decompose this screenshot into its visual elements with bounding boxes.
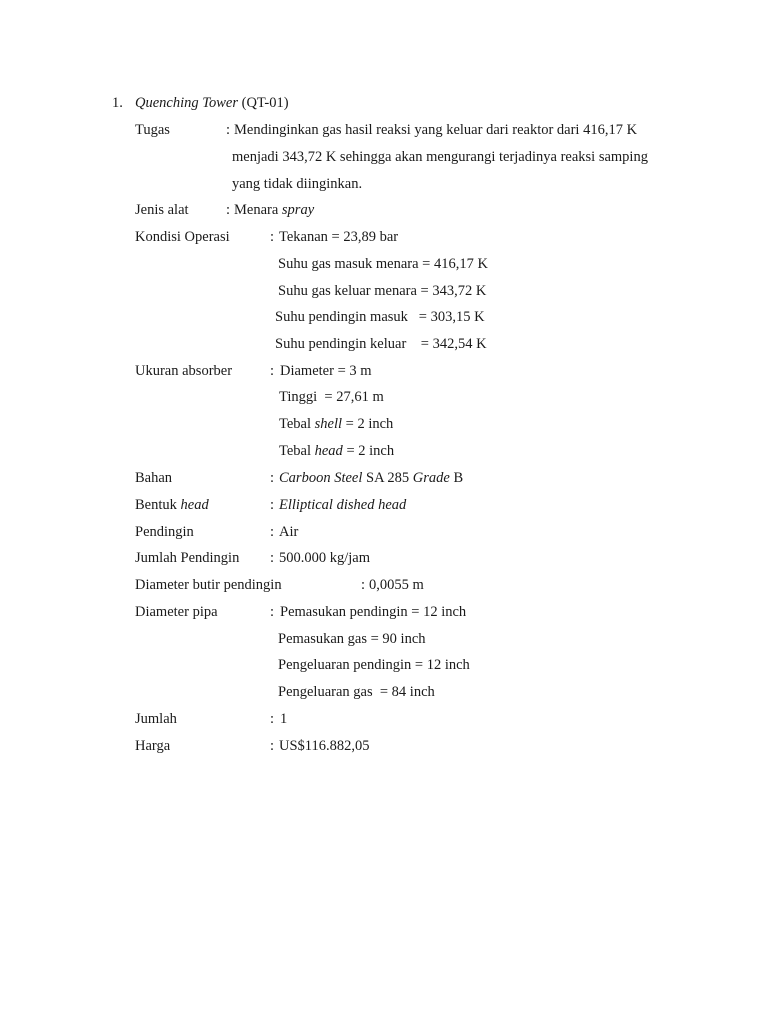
tugas-line-3: yang tidak diinginkan.: [232, 176, 363, 192]
jumlah-pendingin-value: 500.000 kg/jam: [279, 550, 371, 566]
harga-label: Harga: [135, 738, 171, 754]
pipa-pemasukan-gas: Pemasukan gas = 90 inch: [278, 631, 426, 647]
kondisi-suhu-pendingin-keluar: Suhu pendingin keluar = 342,54 K: [275, 336, 487, 352]
tebal-head-post: = 2 inch: [346, 443, 395, 459]
kondisi-suhu-pendingin-masuk: Suhu pendingin masuk = 303,15 K: [275, 309, 485, 325]
bahan-value: [279, 469, 463, 487]
bahan-label: Bahan: [135, 470, 173, 486]
kondisi-suhu-gas-keluar: Suhu gas keluar menara = 343,72 K: [278, 283, 487, 299]
jumlah-pendingin-label: Jumlah Pendingin: [135, 550, 240, 566]
jenis-alat-label: Jenis alat: [135, 202, 189, 218]
bentuk-head-label-italic: head: [180, 497, 209, 513]
tebal-shell-pre: Tebal: [279, 416, 311, 432]
ukuran-tebal-shell: [279, 415, 393, 433]
item-title-code: (QT-01): [241, 95, 289, 111]
pipa-pemasukan-pendingin: Pemasukan pendingin = 12 inch: [280, 604, 467, 620]
jenis-alat-value: [234, 201, 314, 219]
ukuran-diameter: Diameter = 3 m: [280, 363, 372, 379]
kondisi-suhu-gas-masuk: Suhu gas masuk menara = 416,17 K: [278, 256, 488, 272]
jenis-alat-value-plain: Menara: [234, 202, 279, 218]
diameter-butir-value: 0,0055 m: [369, 577, 424, 593]
bentuk-head-value: Elliptical dished head: [279, 497, 407, 513]
pipa-pengeluaran-gas: Pengeluaran gas = 84 inch: [278, 684, 435, 700]
diameter-pipa-label: Diameter pipa: [135, 604, 218, 620]
diameter-butir-colon: :: [361, 577, 366, 593]
pendingin-value: Air: [279, 524, 299, 540]
bentuk-head-label-plain: Bentuk: [135, 497, 177, 513]
bahan-italic-2: Grade: [412, 470, 450, 486]
bahan-plain-2: B: [453, 470, 464, 486]
tebal-head-pre: Tebal: [279, 443, 311, 459]
ukuran-absorber-label: Ukuran absorber: [135, 363, 233, 379]
pendingin-label: Pendingin: [135, 524, 194, 540]
jumlah-colon: :: [270, 711, 275, 727]
item-title: [135, 94, 289, 112]
item-title-italic: Quenching Tower: [135, 95, 238, 111]
diameter-pipa-colon: :: [270, 604, 275, 620]
jumlah-value: 1: [280, 711, 288, 727]
bentuk-head-label: [135, 496, 209, 514]
jumlah-pendingin-colon: :: [270, 550, 275, 566]
harga-colon: :: [270, 738, 275, 754]
ukuran-tebal-head: [279, 442, 394, 460]
tugas-line-1: Mendinginkan gas hasil reaksi yang keluar dari reaktor dari 416,17 K: [234, 122, 638, 138]
jenis-alat-colon: :: [226, 202, 231, 218]
bahan-plain-1: SA 285: [366, 470, 410, 486]
ukuran-absorber-colon: :: [270, 363, 275, 379]
tugas-line-2: menjadi 343,72 K sehingga akan mengurangi terjadinya reaksi samping: [232, 149, 648, 165]
jumlah-label: Jumlah: [135, 711, 177, 727]
tebal-head-italic: head: [314, 443, 343, 459]
ukuran-tinggi: Tinggi = 27,61 m: [279, 389, 384, 405]
tugas-colon: :: [226, 122, 231, 138]
kondisi-operasi-colon: :: [270, 229, 275, 245]
kondisi-tekanan: Tekanan = 23,89 bar: [279, 229, 399, 245]
bahan-italic-1: Carboon Steel: [279, 470, 363, 486]
diameter-butir-label: Diameter butir pendingin: [135, 577, 282, 593]
jenis-alat-value-italic: spray: [281, 202, 315, 218]
tugas-label: Tugas: [135, 122, 170, 138]
bentuk-head-colon: :: [270, 497, 275, 513]
harga-value: US$116.882,05: [279, 738, 370, 754]
tebal-shell-italic: shell: [314, 416, 343, 432]
pendingin-colon: :: [270, 524, 275, 540]
tebal-shell-post: = 2 inch: [345, 416, 394, 432]
pipa-pengeluaran-pendingin: Pengeluaran pendingin = 12 inch: [278, 657, 470, 673]
kondisi-operasi-label: Kondisi Operasi: [135, 229, 230, 245]
item-number: 1.: [112, 95, 123, 111]
bahan-colon: :: [270, 470, 275, 486]
